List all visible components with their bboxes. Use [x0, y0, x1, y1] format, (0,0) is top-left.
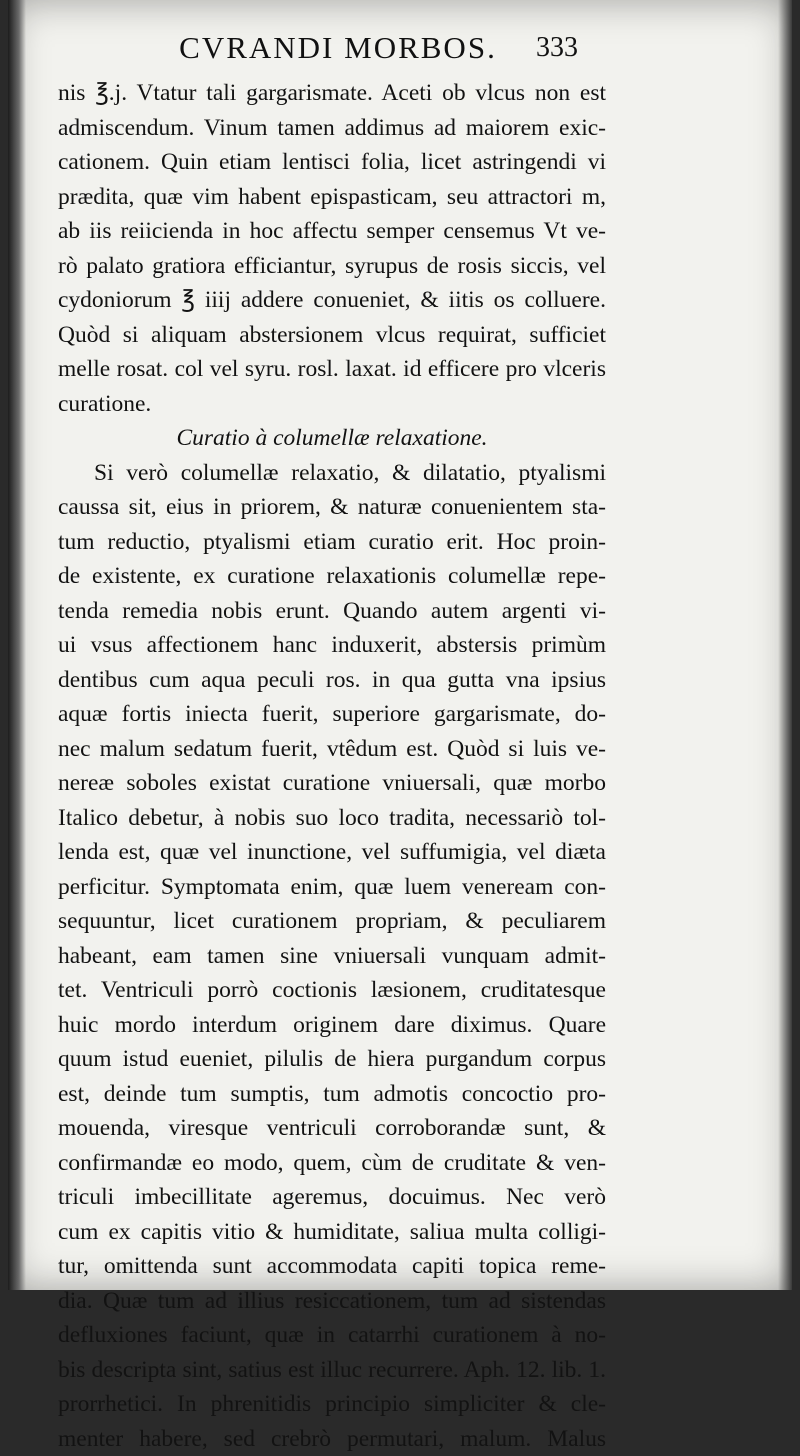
text-line: de existente, ex curatione relaxationis columellæ repe- [58, 559, 606, 594]
text-line: cum ex capitis vitio & humiditate, saliua multa colligi- [58, 1215, 606, 1250]
text-line: habeant, eam tamen sine vniuersali vunquam admit- [58, 939, 606, 974]
text-line: tum reductio, ptyalismi etiam curatio erit. Hoc proin- [58, 525, 606, 560]
text-line: tenda remedia nobis erunt. Quando autem argenti vi- [58, 594, 606, 629]
text-line: nec malum sedatum fuerit, vtêdum est. Quòd si luis ve- [58, 732, 606, 767]
text-line: Quòd si aliquam abstersionem vlcus requirat, sufficiet [58, 318, 606, 353]
text-line: confirmandæ eo modo, quem, cùm de cruditate & ven- [58, 1146, 606, 1181]
text-line: Si verò columellæ relaxatio, & dilatatio, ptyalismi [58, 456, 606, 491]
page-header [8, 30, 792, 70]
text-line: prædita, quæ vim habent epispasticam, seu attractori m, [58, 180, 606, 215]
text-block [58, 76, 606, 1456]
text-line: nis ℥.j. Vtatur tali gargarismate. Aceti ob vlcus non est [58, 76, 606, 111]
text-line: dia. Quæ tum ad illius resiccationem, tum ad sistendas [58, 1284, 606, 1319]
paragraph-2 [58, 456, 606, 1456]
text-line: curatione. [58, 387, 606, 422]
page-edge-shadow [778, 0, 792, 1290]
text-line: quum istud eueniet, pilulis de hiera purgandum corpus [58, 1042, 606, 1077]
paragraph-1 [58, 76, 606, 421]
text-line: bis descripta sint, satius est illuc recurrere. Aph. 12. lib. 1. [58, 1353, 606, 1388]
text-line: tur, omittenda sunt accommodata capiti topica reme- [58, 1249, 606, 1284]
text-line: perficitur. Symptomata enim, quæ luem veneream con- [58, 870, 606, 905]
text-line: est, deinde tum sumptis, tum admotis concoctio pro- [58, 1077, 606, 1112]
text-line: defluxiones faciunt, quæ in catarrhi curationem à no- [58, 1318, 606, 1353]
text-line: Italico debetur, à nobis suo loco tradita, necessariò tol- [58, 801, 606, 836]
text-line: huic mordo interdum originem dare diximus. Quare [58, 1008, 606, 1043]
section-heading: Curatio à columellæ relaxatione. [58, 421, 606, 456]
text-line: sequuntur, licet curationem propriam, & peculiarem [58, 904, 606, 939]
text-line: rò palato gratiora efficiantur, syrupus de rosis siccis, vel [58, 249, 606, 284]
text-line: triculi imbecillitate ageremus, docuimus. Nec verò [58, 1180, 606, 1215]
page-number: 333 [536, 32, 578, 64]
text-line: prorrhetici. In phrenitidis principio simpliciter & cle- [58, 1387, 606, 1422]
text-line: ab iis reiicienda in hoc affectu semper censemus Vt ve- [58, 214, 606, 249]
text-line: dentibus cum aqua peculi ros. in qua gutta vna ipsius [58, 663, 606, 698]
text-line: nereæ soboles existat curatione vniuersali, quæ morbo [58, 766, 606, 801]
text-line: ui vsus affectionem hanc induxerit, abstersis primùm [58, 628, 606, 663]
text-line: cydoniorum ℥ iiij addere conueniet, & iitis os colluere. [58, 283, 606, 318]
text-line: admiscendum. Vinum tamen addimus ad maiorem exic- [58, 111, 606, 146]
text-line: cationem. Quin etiam lentisci folia, licet astringendi vi [58, 145, 606, 180]
text-line: mouenda, viresque ventriculi corroborandæ sunt, & [58, 1111, 606, 1146]
text-line: aquæ fortis iniecta fuerit, superiore gargarismate, do- [58, 697, 606, 732]
text-line: melle rosat. col vel syru. rosl. laxat. id efficere pro vlceris [58, 352, 606, 387]
book-page [8, 0, 792, 1290]
running-title: CVRANDI MORBOS. [118, 30, 558, 66]
text-line: tet. Ventriculi porrò coctionis læsionem, cruditatesque [58, 973, 606, 1008]
text-line: menter habere, sed crebrò permutari, malum. Malus [58, 1422, 606, 1456]
text-line: caussa sit, eius in priorem, & naturæ conuenientem sta- [58, 490, 606, 525]
text-line: lenda est, quæ vel inunctione, vel suffumigia, vel diæta [58, 835, 606, 870]
page-gutter-shadow [8, 0, 26, 1290]
